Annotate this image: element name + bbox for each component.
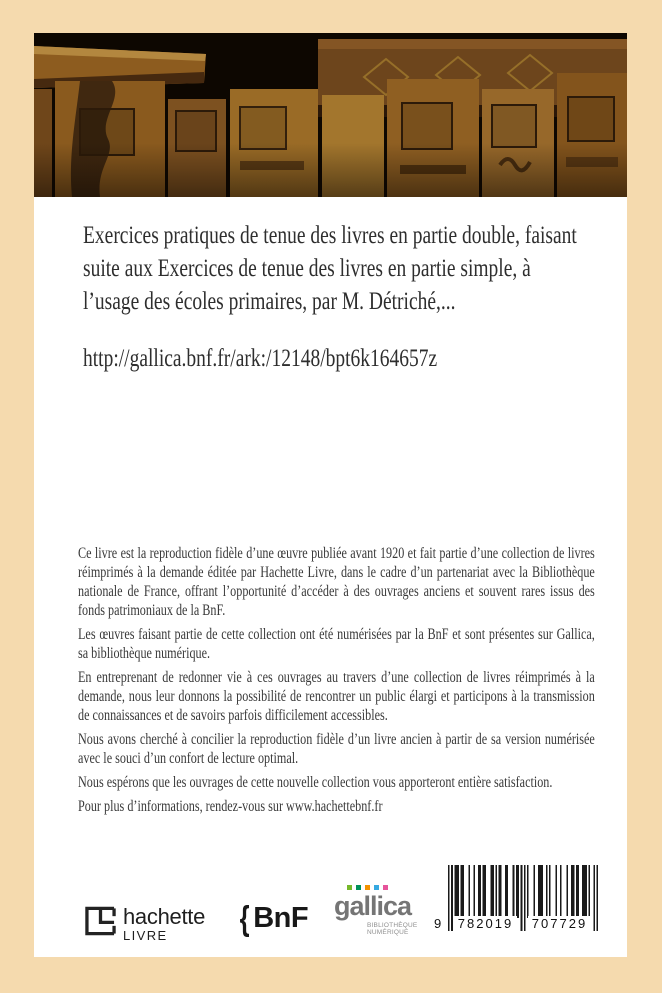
- books-shelf-illustration: [34, 33, 627, 197]
- publisher-note: [78, 544, 595, 816]
- gallica-color-dot: [365, 885, 370, 890]
- book-title: Exercices pratiques de tenue des livres en partie double, faisant suite aux Exercices de tenue des livres en partie simple, à l’usage des écoles primaires, par M. Détriché,...: [83, 222, 577, 315]
- hachette-h-icon: [85, 906, 116, 936]
- isbn-group-2: 707729: [528, 916, 591, 931]
- gallica-sub-numerique: NUMÉRIQUE: [367, 929, 409, 936]
- gallica-color-dot: [374, 885, 379, 890]
- content-panel: [34, 33, 627, 957]
- hachette-livre-label: LIVRE: [123, 928, 168, 943]
- gallica-sub-bibliotheque: BIBLIOTHÈQUE: [367, 922, 418, 929]
- cover-photo-books: [34, 33, 627, 197]
- isbn-group-1: 782019: [454, 916, 517, 931]
- gallica-logo: [334, 885, 434, 936]
- publisher-note-paragraph: Les œuvres faisant partie de cette collection ont été numérisées par la BnF et sont présentes sur Gallica, sa bibliothèque numérique.: [78, 626, 595, 662]
- hachette-wordmark-block: [123, 906, 205, 942]
- publisher-note-paragraph: Ce livre est la reproduction fidèle d’une œuvre publiée avant 1920 et fait partie d’une collection de livres réimprimés à la demande éditée par Hachette Livre, dans le cadre d’un partenariat avec la Bibliothèque nationale de France, offrant l’opportunité d’accéder à des ouvrages anciens et souvent rares issus des fonds patrimoniaux de la BnF.: [78, 545, 595, 619]
- ean13-barcode: [432, 865, 604, 935]
- gallica-color-dot: [347, 885, 352, 890]
- title-block: [83, 219, 627, 375]
- isbn-digit-first: 9: [434, 916, 442, 931]
- publisher-note-paragraph: Nous avons cherché à concilier la reproduction fidèle d’un livre ancien à partir de sa version numérisée avec le souci d’un confort de lecture optimal.: [78, 731, 595, 767]
- publisher-note-paragraph: Pour plus d’informations, rendez-vous sur www.hachettebnf.fr: [78, 798, 383, 815]
- gallica-wordmark: gallica: [334, 891, 412, 921]
- hachette-wordmark: hachette: [123, 904, 206, 929]
- gallica-subtitle: [367, 922, 417, 936]
- publisher-note-paragraph: Nous espérons que les ouvrages de cette nouvelle collection vous apporteront entière satisfaction.: [78, 774, 553, 791]
- bnf-brace-icon: {: [239, 899, 250, 938]
- publisher-note-paragraph: En entreprenant de redonner vie à ces ouvrages au travers d’une collection de livres réimprimés à la demande, nous leur donnons la possibilité de rencontrer un public élargi et participons à la transmission de connaissances et de savoirs parfois difficilement accessibles.: [78, 669, 595, 724]
- gallica-dots: [347, 885, 388, 890]
- gallica-color-dot: [383, 885, 388, 890]
- bnf-wordmark: BnF: [253, 902, 309, 934]
- gallica-color-dot: [356, 885, 361, 890]
- bnf-logo: [238, 899, 309, 938]
- gallica-ark-url: http://gallica.bnf.fr/ark:/12148/bpt6k164657z: [83, 345, 438, 372]
- hachette-livre-logo: [85, 906, 205, 942]
